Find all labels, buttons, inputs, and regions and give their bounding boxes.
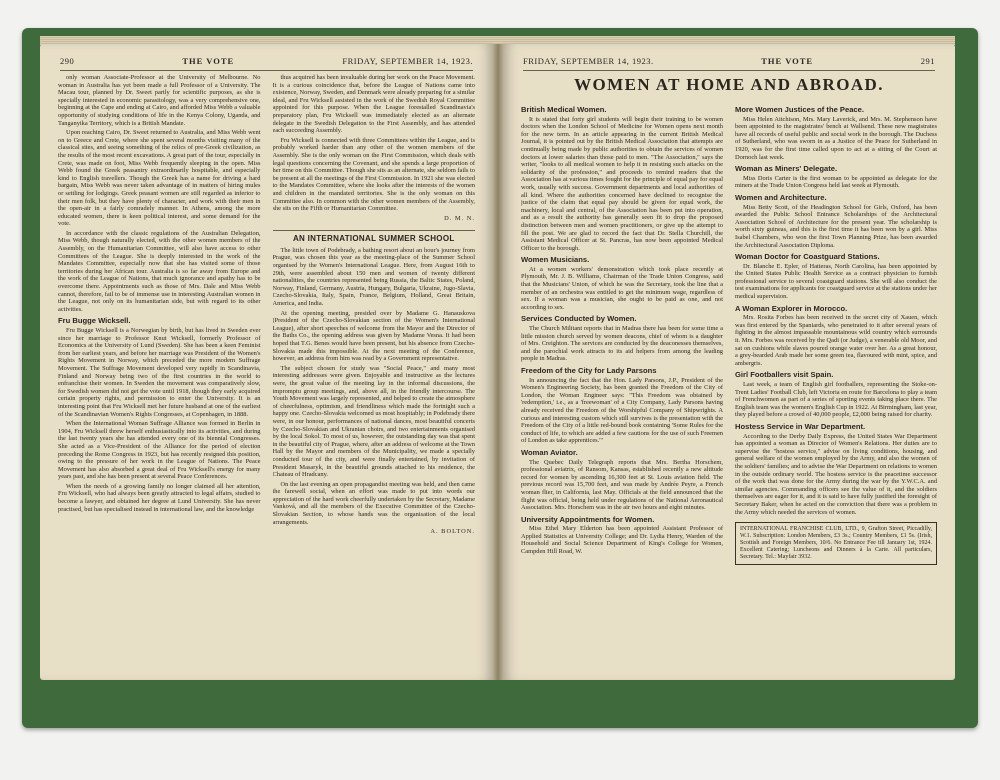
paragraph: According to the Derby Daily Express, the United States War Department has appointed a woman as Director of Women's Relations. Her duties are to supervise the "hostess service," advise on living conditions, housing, and general welfare of the women employed by the Army, and also the women of the soldiers' families; and to advise the War Department on relations to women in the outside ordinary world. The hostess service is the peacetime successor of the work that was done for the Army during the war by the Y.W.C.A. and similar agencies. Commanding officers see the value of it, and the soldiers themselves are eager for it, and it is said to have fully justified the foresight of Secretary Baker, when he acted on the conviction that there was a problem in the Army which needed the services of women. — [735, 432, 937, 516]
paragraph: Last week, a team of English girl footballers, representing the Stoke-on-Trent Ladies' Football Club, left Victoria en route for Barcelona to play a team of Frenchwomen as part of a series of sporting events taking place there. The English team was the women's English Cup in 1922. At Birmingham, last year, they played before a crowd of 40,000 people, £2,000 being raised for charity. — [735, 381, 937, 419]
left-column-2 — [273, 74, 476, 670]
paragraph: Mrs. Rosita Forbes has been received in the secret city of Xauen, which was first entered by the Spaniards, who penetrated to it after several years of fighting in the almost impassable mountainous wild country which surrounds it. Mrs. Forbes was received by the Qadi (or Judge), a venerable old Moor, and sat on cushions while slaves poured orange water over her. As a great honour, a grey-bearded Arab made her some green tea, flavoured with mint, spice, and ambergris. — [735, 314, 937, 367]
paragraph: only woman Associate-Professor at the University of Melbourne. No woman in Australia has yet been made a full Professor of a University. The Macau tour, planned by Dr. Sweet partly for scientific purposes, as she is specially interested in economic parasitology, was a very comprehensive one, beginning at the Cape and ending at Cairo, and afforded Miss Webb a valuable opportunity of studying conditions of life in the Kenya Colony, Uganda, and Tanganyika Territory, which is a British Mandate. — [58, 74, 261, 127]
paragraph: Dr. Blanche E. Epler, of Hatteras, North Carolina, has been appointed by the United States Public Health Service as a contract physician to furnish professional service to several coastguard stations. She will also conduct the test examinations for applicants for coastguard service at the stations under her medical supervision. — [735, 262, 937, 301]
paragraph: Fru Wicksell is connected with three Committees within the League, and is probably worked harder than any other of the women members of the Assembly. She is the only woman on the First Commission, which deals with legal questions concerning the Covenant, and she spends a large proportion of her time on this Committee. Though she sits as an alternate, she seldom fails to be present at all the meetings of the First Commission. In 1921 she was elected to the Mandates Committee, where she looks after the interests of the women and children in the mandated territories. She is the only woman on this Committee also. In common with the other women members of the Assembly, she sits on the Fifth or Humanitarian Committee. — [272, 136, 475, 213]
right-page — [503, 44, 955, 680]
right-column-2 — [735, 102, 937, 670]
left-page-number: 290 — [60, 56, 75, 66]
left-column-1 — [58, 74, 261, 670]
left-running-title: THE VOTE — [182, 56, 235, 66]
article-heading: AN INTERNATIONAL SUMMER SCHOOL — [273, 230, 476, 243]
section-heading: Woman as Miners' Delegate. — [735, 164, 838, 174]
left-page — [40, 44, 493, 680]
section-heading: British Medical Women. — [521, 105, 607, 114]
paragraph: The Quebec Daily Telegraph reports that Mrs. Bertha Horschem, professional aviatrix, of Ransom, Kansas, established recently a new altitude record for women by ascending 16,300 feet at St. Louis aviation field. The previous record was 15,700 feet, and was made by Andrée Peyre, a French woman flier, in California, last May. Officials at the field announced that the flight was official, being held under regulations of the National Aeronautical Association. Mrs. Horschem was in the air two hours and eight minutes. — [521, 458, 723, 512]
paragraph: The subject chosen for study was "Social Peace," and many most interesting addresses were given. Enjoyable and instructive as the lectures were, the great value of the meeting lay in the informal discussions, the impromptu group meetings, and, above all, in the friendly intercourse. The Youth Movement was largely represented, and helped to create the atmosphere of cheerfulness, optimism, and friendliness which made the fortnight such a happy one. Czecho-Slovakia welcomed us most hospitably; in Podebrady there were, in our honour, performances of national dances, most beautiful concerts by Czecho-Slovakian and Ukranian choirs, and two entertainments organised by the local Sokol. To most of us, however, the outstanding day was that spent in the beautiful city of Prague, where, after an address of welcome at the Town Hall by the Mayor and members of the Municipality, we made a specially conducted tour of the city, and were finally entertained, by invitation of President Masaryk, in the beautiful grounds attached to his residence, the Chateau of Hradcany. — [272, 364, 475, 479]
paragraph: Fru Bugge Wicksell is a Norwegian by birth, but has lived in Sweden ever since her marriage to Professor Knut Wicksell, formerly Professor of Economics at the University of Lund (Sweden). She has been a keen Feminist from her earliest years, and before her marriage was President of the Women's Rights Movement in Norway, which preceded the more modern Suffrage Movement. The Suffrage Movement developed very rapidly in Scandinavia, Finland and Norway being two of the first countries in the world to enfranchise their women. In Sweden the movement was comparatively slow, for Swedish women did not get the vote until 1918, though they early acquired certain property rights, and permission to enter the University. It is an interesting point that Fru Wicksell met her future husband at one of the earliest of the Scandinavian Women's Rights Congresses, at Copenhagen, in 1888. — [58, 327, 261, 418]
article-signature: D. M. N. — [444, 214, 475, 222]
paragraph: When the needs of a growing family no longer claimed all her attention, Fru Wicksell, who had always been greatly attracted to legal affairs, studied to become a lawyer, and obtained her degree at Lund University. She has never practised, but has specialised instead in international law, and the knowledge — [58, 482, 261, 513]
left-columns — [58, 74, 475, 670]
paragraph: On the last evening an open propagandist meeting was held, and then came the farewell social, when an effort was made to put into words our appreciation of the hard work cheerfully undertaken by the Secretary, Madame Vanková, and all the members of the Executive Committee of the Czecho-Slovakian Section, to whose hands was the organisation of the local arrangements. — [272, 480, 475, 526]
paragraph: In announcing the fact that the Hon. Lady Parsons, J.P., President of the Women's Engineering Society, has been granted the Freedom of the City of London, the Woman Engineer says: "This Freedom was obtained by 'redemption,' i.e., as a 'freewoman' of a City Company, Lady Parsons having already received the Freedom of the Worshipful Company of Shipwrights. A curious and interesting custom which still survives is the presentation with the Freedom of the City of a little red-bound book containing 'Some Rules for the conduct of life, to which are added a few cautions for the use of such Freemen of London as take apprentices.'" — [521, 376, 723, 445]
paragraph: In accordance with the classic regulations of the Australian Delegation, Miss Webb, though naturally elected, with the other women members of the Assembly, on the Humanitarian Committee, will also have access to other Committees of the League. She is deeply interested in the work of the Mandates Committee, especially now that she has visited some of those territories during her African tour. Australia is so far away from Europe and the work of the League of Nations, that much ignorance and apathy has to be overcome there. Appointments such as those of Mrs. Dale and Miss Webb cannot, therefore, fail to be of immense use in interesting Australian women in the League, not only on its humanitarian side, but with regard to its other activities. — [58, 229, 261, 313]
advertisement-box: INTERNATIONAL FRANCHISE CLUB, LTD., 9, Grafton Street, Piccadilly, W.1. Subscription: London Members, £3 3s.; Country Members, £1 5s. (Irish, Scottish and Foreign Members, 10/6. No Entrance Fee till January 1st, 1924. Excellent Catering; Luncheons and Dinners à la Carte. All particulars, Secretary. Tel.: Mayfair 3932. — [735, 522, 937, 565]
paragraph: thus acquired has been invaluable during her work on the Peace Movement. It is a curious coincidence that, before the League of Nations came into existence, Norway, Sweden, and Denmark were already preparing for a similar ideal, and Fru Wicksell assisted in the work of the Swedish Royal Committee appointed for this purpose. When the League forestalled Scandinavia's preparatory plan, Fru Wicksell was immediately elected as an alternate delegate in the Swedish Delegation to the First Assembly, and has attended each succeeding Assembly. — [272, 74, 475, 135]
right-date: FRIDAY, SEPTEMBER 14, 1923. — [523, 56, 654, 66]
paragraph: It is stated that forty girl students will begin their training to be women doctors when the London School of Medicine for Women opens next month for the new term. In an article appearing in the current British Medical Journal, it is pointed out by the British Medical Association that attempts are continually being made by public authorities to obtain the services of women doctors at lower salaries than those paid to men. "The Association," says the writer, "looks to all medical women to help it in resisting such attacks on the solidarity of the profession," and proceeds to remind readers that the Association has at various times fought for the principle of equal pay for equal work, usually with success. Government departments and local authorities of all kind. Where the authorities concerned have declined to recognise the justice of the claim that equal pay should be given for equal work, the machinery, local and central, of the Association has been put into operation, and as a result the authority has generally seen fit to drop the proposed distinction between men and women practitioners, or give up the attempt to fill the post. We are glad to record the fact that Dr. Stella Churchill, the Assistant Medical Officer at St. Pancras, has now been appointed Medical Officer to the borough. — [521, 115, 723, 252]
paragraph: Miss Helen Aitchison, Mrs. Mary Laverick, and Mrs. M. Stephenson have been appointed to the magistrates' bench at Wallsend. These new magistrates have all records of useful public and social work in the borough. The Duchess of Sutherland, who was sworn in as a Justice of the Peace for Sutherland in 1920, was for the first time called upon to act at a sitting of the Court at Dornoch last week. — [735, 115, 937, 161]
paragraph: When the International Woman Suffrage Alliance was formed in Berlin in 1904, Fru Wicksell threw herself enthusiastically into its activities, and during the last twenty years she has attended every one of its biennial Congresses. She acted as a Vice-President of the Alliance for the period of election preceding the Rome Congress in 1923, but has recently resigned this position, owing to the pressure of her work in the League of Nations. The Peace Movement has also absorbed a great deal of Fru Wicksell's energy for many years past, and she has been present at several Peace Conferences. — [58, 420, 261, 481]
right-running-head — [523, 54, 935, 71]
book-gutter — [493, 44, 503, 680]
paragraph: At the opening meeting, presided over by Madame G. Hanauskova (President of the Czecho-Slovakian section of the Women's International League), after short speeches of welcome from the Mayor and the Director of the Baths Co., the opening address was given by Madame Vesna. It had been hoped that T.G. Benes would have been present, but his absence from Czecho-Slovakia made this impossible. At the next meeting of the Conference, however, an address from him was read by a Government representative. — [272, 309, 475, 363]
section-heading: Services Conducted by Women. — [521, 314, 637, 324]
left-date: FRIDAY, SEPTEMBER 14, 1923. — [342, 56, 473, 66]
left-running-head — [60, 54, 473, 71]
section-heading: More Women Justices of the Peace. — [735, 105, 864, 114]
section-heading: University Appointments for Women. — [521, 514, 655, 524]
paragraph: Upon reaching Cairo, Dr. Sweet returned to Australia, and Miss Webb went on to Greece and Crete, where she spent several months visiting many of the classical sites, and seeing something of the relics of pre-Greek civilization, as the results of the most recent excavations. A great part of the tour, especially in Crete, was made on foot, Miss Webb frequently sleeping in the open. Miss Webb found the Greek peasantry extraordinarily hospitable, and especially kind to English travellers. Though the Greek has a name for driving a hard bargain, Miss Webb was never taken advantage of in matters of hiring mules or settling for lodgings. Greek peasant women are still regarded as inferior to their men folk, but they have plenty of character, and work with their men in the open-air in a fairly comradely manner. In Athens, among the more educated women, there is keen political interest, and some demand for the vote. — [58, 129, 261, 228]
paragraph: Miss Betty Scott, of the Headington School for Girls, Oxford, has been awarded the Public School Entrance Scholarships of the Architectural Association School of Architecture for the present year. The scholarship is worth sixty guineas, and this is the first time it has been won by a girl. Miss Isabel Chambers, who won the first Town Planning Prize, has been awarded the Architectural Association Diploma. — [735, 203, 937, 249]
page-title: WOMEN AT HOME AND ABROAD. — [574, 75, 884, 94]
paragraph: The Church Militant reports that in Madras there has been for some time a little mission church served by women deacons, chief of whom is a daughter of Mrs. Creighton. The services are conducted by the deaconesses themselves, and the parochial work attracts to its aid helpers from among the leading people in Madras. — [521, 325, 723, 363]
section-heading: Freedom of the City for Lady Parsons — [521, 366, 657, 375]
right-page-number: 291 — [920, 56, 935, 66]
section-heading: Woman Doctor for Coastguard Stations. — [735, 252, 880, 262]
paragraph: At a women workers' demonstration which took place recently at Plymouth, Mr. J. B. Williams, Chairman of the Trade Union Congress, said that the Musicians' Union, of which he was the Secretary, took the line that a member of an orchestra was entitled to get the minimum wage, regardless of sex. If a woman was a musician, she ought to be paid as one, and not according to sex. — [521, 265, 723, 311]
section-heading: Women and Architecture. — [735, 192, 827, 202]
section-heading: Fru Bugge Wicksell. — [58, 316, 131, 326]
section-heading: A Woman Explorer in Morocco. — [735, 303, 848, 313]
section-heading: Women Musicians. — [521, 255, 590, 265]
section-heading: Hostess Service in War Department. — [735, 421, 866, 431]
paragraph: The little town of Podebrady, a bathing resort about an hour's journey from Prague, was chosen this year as the meeting-place of the Summer School organised by the Women's International League. Here, from August 16th to 29th, were assembled about 150 men and women of twenty different nationalities, the countries represented being Russia, the Baltic States, Poland, Norway, Finland, Germany, Austria, Hungary, Bulgaria, Ukraine, Jugo-Slavia, Czecho-Slovakia, Italy, Spain, France, Belgium, Holland, Great Britain, America, and India. — [272, 246, 475, 308]
right-columns — [521, 102, 937, 670]
section-heading: Woman Aviator. — [521, 447, 578, 457]
paragraph: Miss Ethel Mary Elderton has been appointed Assistant Professor of Applied Statistics at University College; and Dr. Lydia Henry, Warden of the Household and Social Science Department of King's College for Women, Campden Hill Road, W. — [521, 525, 723, 556]
right-running-title: THE VOTE — [761, 56, 814, 66]
article-signature: A. BOLTON. — [430, 528, 475, 536]
section-heading: Girl Footballers visit Spain. — [735, 370, 834, 380]
right-column-1 — [521, 102, 723, 670]
paragraph: Miss Doris Carter is the first woman to be appointed as delegate for the miners at the Trade Union Congress held last week at Plymouth. — [735, 174, 937, 190]
